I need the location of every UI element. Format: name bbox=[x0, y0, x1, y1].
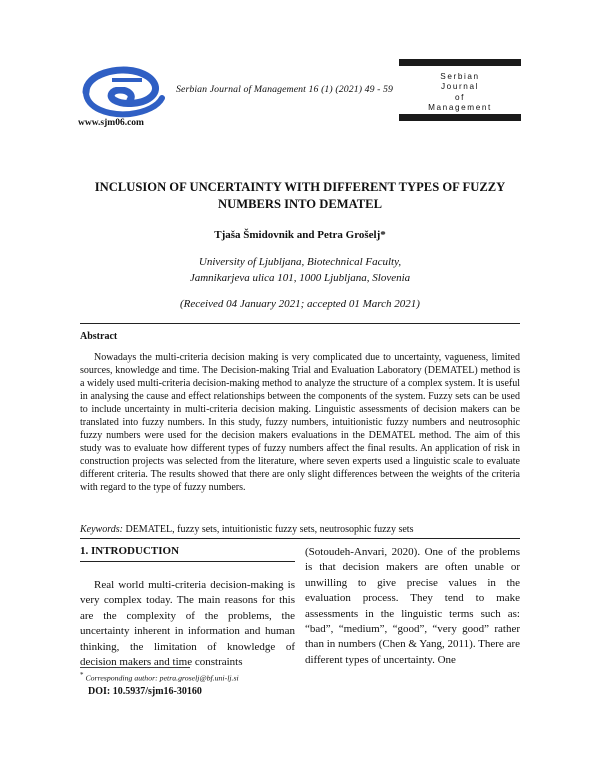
abstract-top-rule bbox=[80, 323, 520, 324]
journal-name-box bbox=[399, 59, 521, 121]
journal-logo bbox=[78, 62, 170, 120]
keywords-label: Keywords: bbox=[80, 524, 123, 535]
footnote-rule bbox=[80, 667, 190, 668]
article-title: INCLUSION OF UNCERTAINTY WITH DIFFERENT TYPES OF FUZZY NUMBERS INTO DEMATEL bbox=[94, 180, 506, 211]
section-heading-rule bbox=[80, 561, 295, 562]
author-affiliation bbox=[80, 255, 520, 286]
page-header bbox=[0, 0, 600, 140]
journal-box-line-4: Management bbox=[428, 103, 492, 113]
box-bottom-bar bbox=[399, 114, 521, 121]
journal-box-line-2: Journal bbox=[440, 82, 480, 92]
box-top-bar bbox=[399, 59, 521, 66]
keywords bbox=[80, 524, 520, 535]
footnote-text: Corresponding author: petra.groselj@bf.uni-lj.si bbox=[85, 673, 239, 683]
article-doi: DOI: 10.5937/sjm16-30160 bbox=[88, 686, 202, 697]
footnote-marker: * bbox=[80, 671, 84, 679]
left-column bbox=[80, 545, 295, 670]
abstract-heading: Abstract bbox=[80, 331, 118, 342]
keywords-text: DEMATEL, fuzzy sets, intuitionistic fuzzy sets, neutrosophic fuzzy sets bbox=[125, 524, 414, 535]
section-heading-introduction: 1. INTRODUCTION bbox=[80, 545, 180, 557]
affiliation-line-2: Jamnikarjeva ulica 101, 1000 Ljubljana, Slovenia bbox=[189, 271, 411, 284]
affiliation-line-1: University of Ljubljana, Biotechnical Faculty, bbox=[198, 256, 402, 268]
journal-box-line-1: Serbian bbox=[440, 72, 480, 81]
journal-citation: Serbian Journal of Management 16 (1) (2021) 49 - 59 bbox=[176, 84, 394, 95]
journal-website: www.sjm06.com bbox=[78, 118, 144, 128]
abstract-text: Nowadays the multi-criteria decision making is very complicated due to uncertainty, vagueness, limited sources, knowledge and time. The Decision-making Trial and Evaluation Laboratory (DEMATEL) method is a widely used multi-criteria decision-making method to analyze the structure of a complex system. It is useful in analysing the cause and effect relationships between the components of the system. Fuzzy sets can be used to include uncertainty in multi-criteria decision making. Linguistic assessments of decision makers can be translated into fuzzy numbers. In this study, fuzzy numbers, intuitionistic fuzzy numbers and neutrosophic fuzzy numbers were used for the decision makers evaluations in the DEMATEL method. The aim of this study was to evaluate how different types of fuzzy numbers affect the final results. An application of risk in construction projects was selected from the literature, where seven experts used a linguistic scale to evaluate different criteria. The results showed that there are only slight differences between the weights of the criteria with regard to the type of fuzzy numbers. bbox=[80, 352, 520, 494]
corresponding-author-footnote bbox=[80, 671, 239, 683]
journal-box-line-3: of bbox=[454, 92, 466, 102]
article-authors: Tjaša Šmidovnik and Petra Grošelj* bbox=[214, 229, 386, 241]
abstract-bottom-rule bbox=[80, 538, 520, 539]
introduction-left-text: Real world multi-criteria decision-making is very complex today. The main reasons for this are the complexity of the problems, the uncertainty inherent in information and human thinking, the limitation of knowledge of decision makers and time constraints bbox=[80, 579, 295, 669]
received-dates: (Received 04 January 2021; accepted 01 March 2021) bbox=[180, 298, 420, 310]
introduction-right-text: (Sotoudeh-Anvari, 2020). One of the problems is that decision makers are often unable or unwilling to give precise values in the evaluation process. They tend to make assessments in the linguistic terms such as: “bad”, “medium”, “good”, “very good” rather than in numbers (Chen & Yang, 2011). There are different types of uncertainty. One bbox=[305, 546, 520, 666]
